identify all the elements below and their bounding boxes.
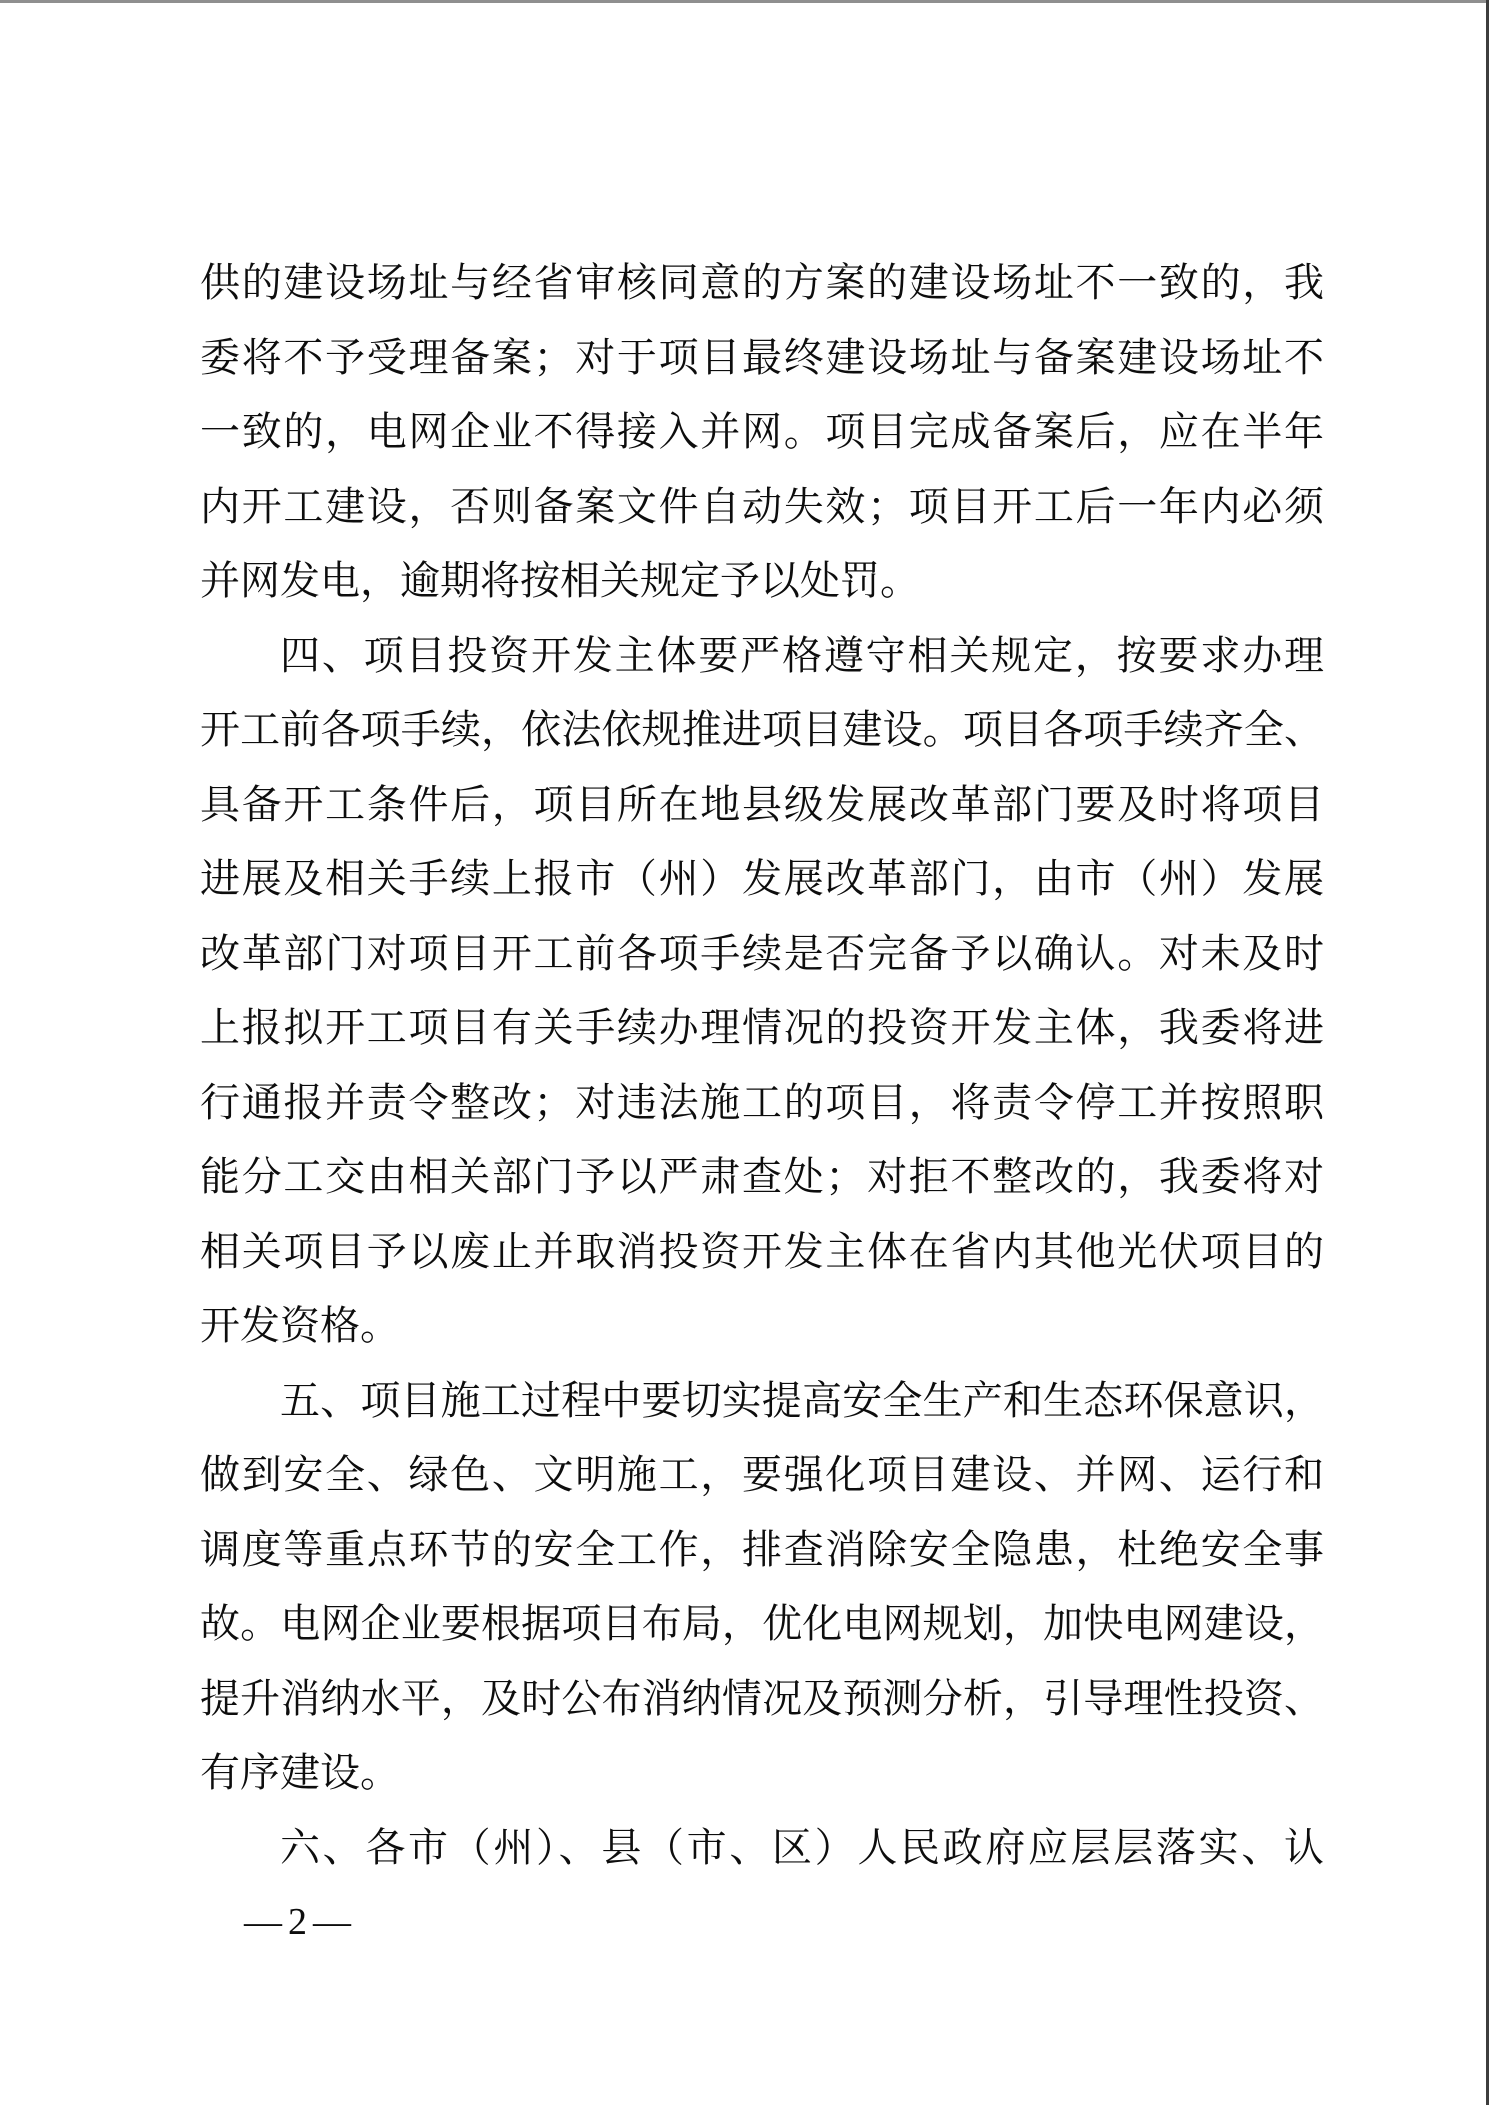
- body-text-line: 进展及相关手续上报市（州）发展改革部门，由市（州）发展: [200, 856, 1324, 901]
- body-text-line: 委将不予受理备案；对于项目最终建设场址与备案建设场址不: [200, 334, 1324, 380]
- body-text-line: 具备开工条件后，项目所在地县级发展改革部门要及时将项目: [200, 781, 1324, 827]
- body-text-line: 调度等重点环节的安全工作，排查消除安全隐患，杜绝安全事: [200, 1526, 1324, 1572]
- body-text-line: 开发资格。: [200, 1303, 400, 1348]
- body-text-line: 一致的，电网企业不得接入并网。项目完成备案后，应在半年: [200, 409, 1324, 454]
- page-number: —2—: [244, 1901, 357, 1943]
- body-text-line: 供的建设场址与经省审核同意的方案的建设场址不一致的，我: [200, 260, 1324, 305]
- body-text-line: 相关项目予以废止并取消投资开发主体在省内其他光伏项目的: [200, 1228, 1324, 1274]
- body-text-line: 内开工建设，否则备案文件自动失效；项目开工后一年内必须: [200, 483, 1324, 529]
- scan-artifact-top-line: [0, 0, 1489, 3]
- body-text-line: 行通报并责令整改；对违法施工的项目，将责令停工并按照职: [200, 1079, 1324, 1125]
- body-text-line: 做到安全、绿色、文明施工，要强化项目建设、并网、运行和: [200, 1452, 1324, 1497]
- body-text-line: 有序建设。: [200, 1750, 400, 1795]
- body-text-line: 改革部门对项目开工前各项手续是否完备予以确认。对未及时: [200, 930, 1324, 976]
- body-text-line: 四、项目投资开发主体要严格遵守相关规定，按要求办理: [280, 632, 1324, 678]
- body-text-line: 并网发电，逾期将按相关规定予以处罚。: [200, 558, 920, 603]
- body-text-line: 开工前各项手续，依法依规推进项目建设。项目各项手续齐全、: [200, 707, 1324, 752]
- body-text-line: 故。电网企业要根据项目布局，优化电网规划，加快电网建设，: [200, 1601, 1324, 1646]
- body-text-line: 五、项目施工过程中要切实提高安全生产和生态环保意识，: [280, 1377, 1324, 1423]
- body-text-line: 上报拟开工项目有关手续办理情况的投资开发主体，我委将进: [200, 1005, 1324, 1050]
- body-text-block: [200, 246, 1324, 1885]
- body-text-line: 提升消纳水平，及时公布消纳情况及预测分析，引导理性投资、: [200, 1675, 1324, 1721]
- body-text-line: 六、各市（州）、县（市、区）人民政府应层层落实、认: [280, 1824, 1324, 1870]
- body-text-line: 能分工交由相关部门予以严肃查处；对拒不整改的，我委将对: [200, 1154, 1324, 1199]
